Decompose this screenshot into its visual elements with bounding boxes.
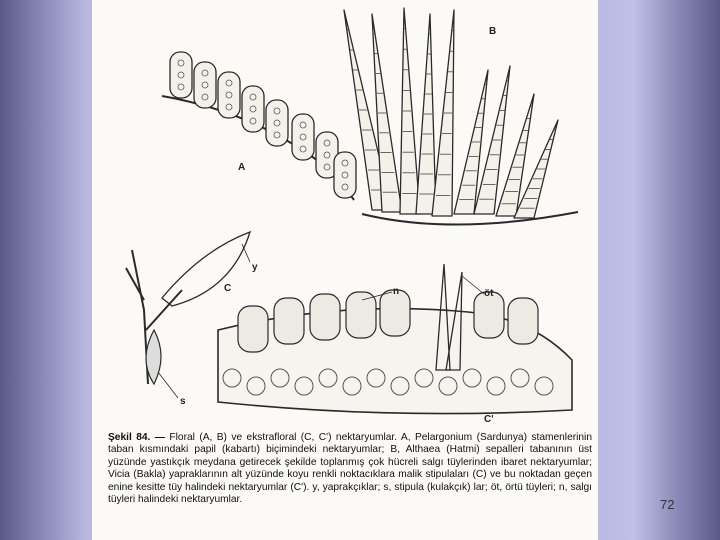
figure-caption — [108, 432, 592, 506]
annotation-n: n — [393, 286, 400, 297]
panel-a-papilla — [334, 152, 356, 198]
annotation-st: öt — [484, 288, 494, 299]
caption-text: Floral (A, B) ve ekstrafloral (C, C') nektaryumlar. A, Pelargonium (Sardunya) stamenlerinin taban kısmındaki papil (kabartı) biçimindeki nektaryumlar; B, Althaea (Hatmi) sepalleri tabanının üst yüzünde yastıkçık meydana getirecek şekilde toplanmış çok hücreli salgı tüylerinden ibaret nektaryumlar; Vicia (Bakla) yapraklarının alt yüzünde koyu renkli noktacıklara malik stipulaları (C) ve bu noktadan geçen enine kesitte tüy halindeki nektaryumlar (C'). y, yaprakçıklar; s, stipula (kulakçık) lar; öt, örtü tüyleri; n, salgı tüyleri halindeki nektaryumlar. — [108, 432, 592, 506]
panel-c-prime-gland-hair — [508, 298, 538, 344]
annotation-y: y — [252, 262, 258, 273]
panel-a-papilla — [194, 62, 216, 108]
panel-label-a: A — [238, 162, 246, 173]
panel-a-papilla — [170, 52, 192, 98]
botanical-drawing — [92, 0, 598, 430]
panel-c-prime-gland-hair — [310, 294, 340, 340]
slide-number: 72 — [660, 497, 675, 512]
annotation-s: s — [180, 396, 186, 407]
pointer-st — [462, 276, 484, 294]
caption-prefix: Şekil 84. — — [108, 432, 165, 443]
panel-label-b: B — [489, 26, 497, 37]
panel-c-prime-gland-hair — [274, 298, 304, 344]
panel-c-prime-gland-hair — [238, 306, 268, 352]
panel-label-c: C — [224, 283, 232, 294]
scanned-figure-page — [92, 0, 598, 540]
panel-a-papilla — [218, 72, 240, 118]
panel-label-c-prime: C' — [484, 414, 494, 425]
panel-a-papilla — [266, 100, 288, 146]
pointer-y — [242, 244, 250, 262]
pointer-s — [158, 372, 178, 398]
panel-a-papilla — [292, 114, 314, 160]
panel-c-leaflet — [162, 232, 250, 306]
panel-c-prime-gland-hair — [346, 292, 376, 338]
panel-a-papilla — [242, 86, 264, 132]
